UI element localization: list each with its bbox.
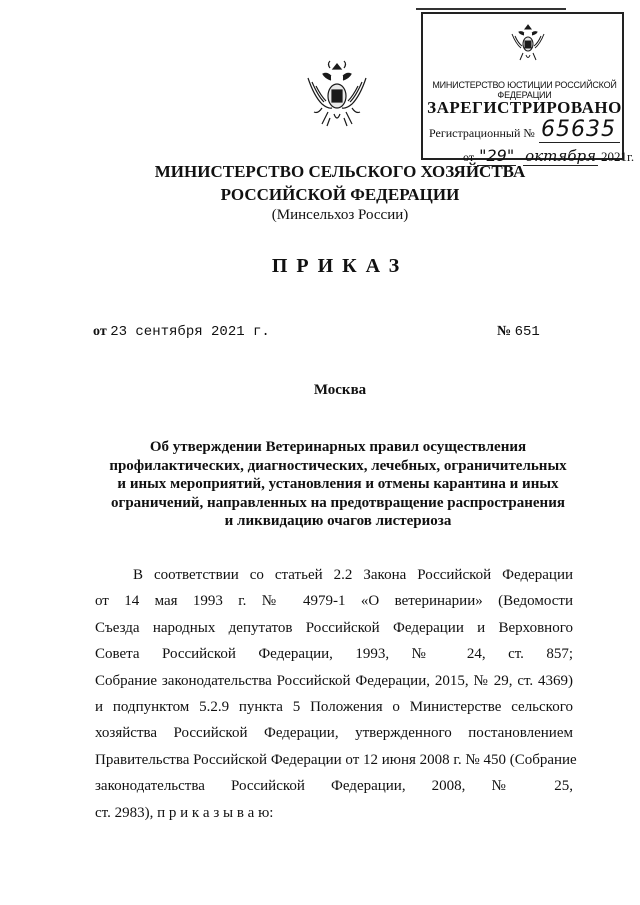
order-number-prefix: № [497,324,512,339]
subject-line: и ликвидацию очагов листериоза [224,513,452,530]
body-line: Съезда народных депутатов Российской Федерации и Верховного [95,619,573,636]
stamp-date-month: октября [525,147,597,165]
body-line: хозяйства Российской Федерации, утвержденного постановлением [95,725,573,742]
coat-of-arms-icon [300,56,374,136]
body-line: Правительства Российской Федерации от 12 июня 2008 г. № 450 (Собрание [95,751,577,768]
registration-stamp [421,12,635,165]
body-line: от 14 мая 1993 г. № 4979-1 «О ветеринарии» (Ведомости [95,593,573,610]
order-subject [100,438,576,531]
stamp-date-prefix: от [463,150,475,164]
coat-of-arms-icon [508,22,548,66]
subject-line: и иных мероприятий, установления и отмены карантина и иных [117,476,559,493]
order-city: Москва [313,382,367,398]
ministry-name-line1: МИНИСТЕРСТВО СЕЛЬСКОГО ХОЗЯЙСТВА [154,162,526,181]
body-line: Собрание законодательства Российской Федерации, 2015, № 29, ст. 4369) [95,672,573,689]
order-number [497,324,540,340]
stamp-date-day: "29" [479,146,515,165]
order-date-value: 23 сентября 2021 г. [110,324,270,340]
body-line: и подпунктом 5.2.9 пункта 5 Положения о Министерстве сельского [95,698,573,715]
subject-line: ограничений, направленных на предотвращение распространения [111,494,565,511]
stamp-regnum-label: Регистрационный № [429,126,535,140]
ministry-name-line2: РОССИЙСКОЙ ФЕДЕРАЦИИ [220,185,460,204]
body-line: ст. 2983), п р и к а з ы в а ю: [95,804,274,821]
order-number-value: 651 [514,324,540,340]
ministry-short-name: (Минсельхоз России) [271,207,409,223]
subject-line: профилактических, диагностических, лечебных, ограничительных [109,457,567,474]
stamp-registered-label: ЗАРЕГИСТРИРОВАНО [427,98,622,117]
subject-line: Об утверждении Ветеринарных правил осуществления [149,439,527,455]
order-title: ПРИКАЗ [271,255,409,277]
stamp-regnum-value: 65635 [539,118,620,143]
stamp-date-year: 2021г. [601,149,635,164]
order-body [95,562,577,826]
body-line: законодательства Российской Федерации, 2008, № 25, [95,778,573,795]
body-line: Совета Российской Федерации, 1993, № 24, ст. 857; [95,646,573,663]
body-line: В соответствии со статьей 2.2 Закона Российской Федерации [133,567,573,583]
order-date [93,324,270,340]
stamp-ministry-name: МИНИСТЕРСТВО ЮСТИЦИИ РОССИЙСКОЙ ФЕДЕРАЦИИ [432,80,617,100]
order-date-prefix: от [93,324,107,339]
